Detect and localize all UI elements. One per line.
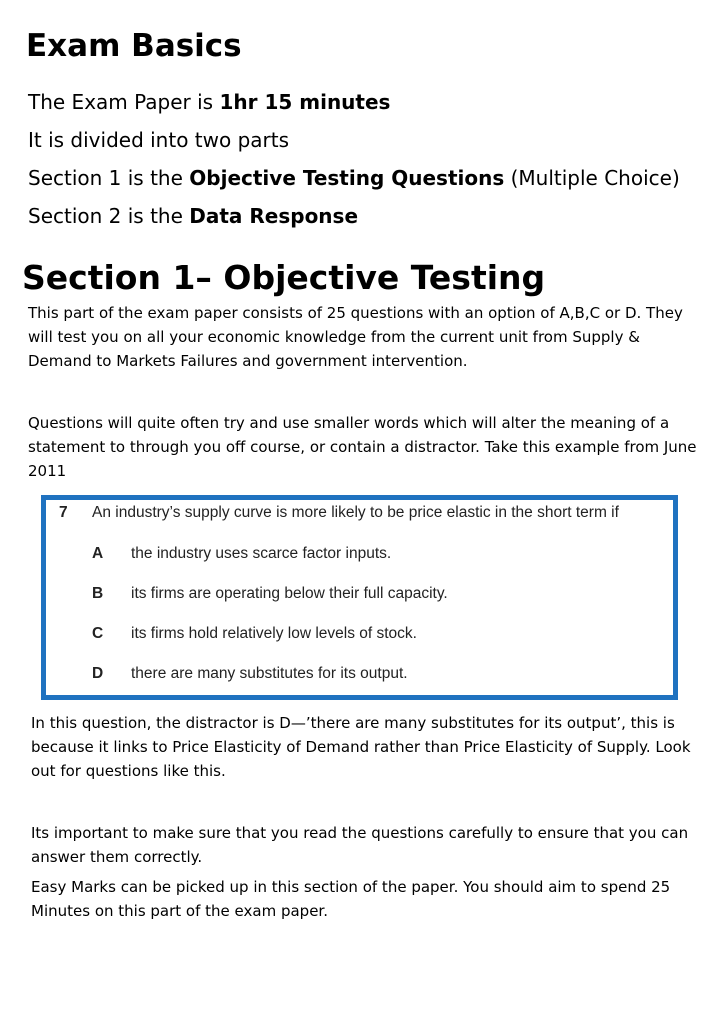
basics-item-section-1 <box>28 162 680 200</box>
option-letter: D <box>92 665 104 682</box>
exam-basics-list <box>28 86 680 238</box>
example-question-box <box>41 495 678 700</box>
explanation-paragraph: In this question, the distractor is D—’there are many substitutes for its output’, this is because it links to Price Elasticity of Demand rather than Price Elasticity of Supply. Look out for questions like this. <box>31 714 691 780</box>
basics-item-duration <box>28 86 680 124</box>
distractor-paragraph: Questions will quite often try and use smaller words which will alter the meaning of a statement to through you off course, or contain a distractor. Take this example from June 2011 <box>28 414 697 480</box>
basics-bold: 1hr 15 minutes <box>219 90 391 114</box>
option-text: there are many substitutes for its output. <box>131 665 408 682</box>
section-title: Section 1– Objective Testing <box>22 258 546 297</box>
option-letter: A <box>92 545 104 562</box>
basics-item-parts <box>28 124 680 162</box>
option-letter: B <box>92 585 104 602</box>
basics-bold: Data Response <box>189 204 359 228</box>
question-stem: An industry’s supply curve is more likely to be price elastic in the short term if <box>92 504 619 521</box>
basics-text: The Exam Paper is <box>28 90 220 114</box>
intro-paragraph: This part of the exam paper consists of 25 questions with an option of A,B,C or D. They will test you on all your economic knowledge from the current unit from Supply & Demand to Markets Failures and government intervention. <box>28 304 683 370</box>
option-letter: C <box>92 625 104 642</box>
advice-paragraph: Its important to make sure that you read the questions carefully to ensure that you can answer them correctly. <box>31 824 689 866</box>
basics-bold: Objective Testing Questions <box>189 166 505 190</box>
question-number: 7 <box>59 504 68 521</box>
basics-text: Section 2 is the <box>28 204 190 228</box>
basics-item-section-2 <box>28 200 680 238</box>
basics-text: (Multiple Choice) <box>504 166 680 190</box>
basics-text: Section 1 is the <box>28 166 190 190</box>
option-text: its firms are operating below their full capacity. <box>131 585 448 602</box>
page-title: Exam Basics <box>26 28 242 64</box>
option-text: the industry uses scarce factor inputs. <box>131 545 392 562</box>
timing-paragraph: Easy Marks can be picked up in this section of the paper. You should aim to spend 25 Minutes on this part of the exam paper. <box>31 878 671 920</box>
basics-text: It is divided into two parts <box>28 128 290 152</box>
option-text: its firms hold relatively low levels of stock. <box>131 625 417 642</box>
